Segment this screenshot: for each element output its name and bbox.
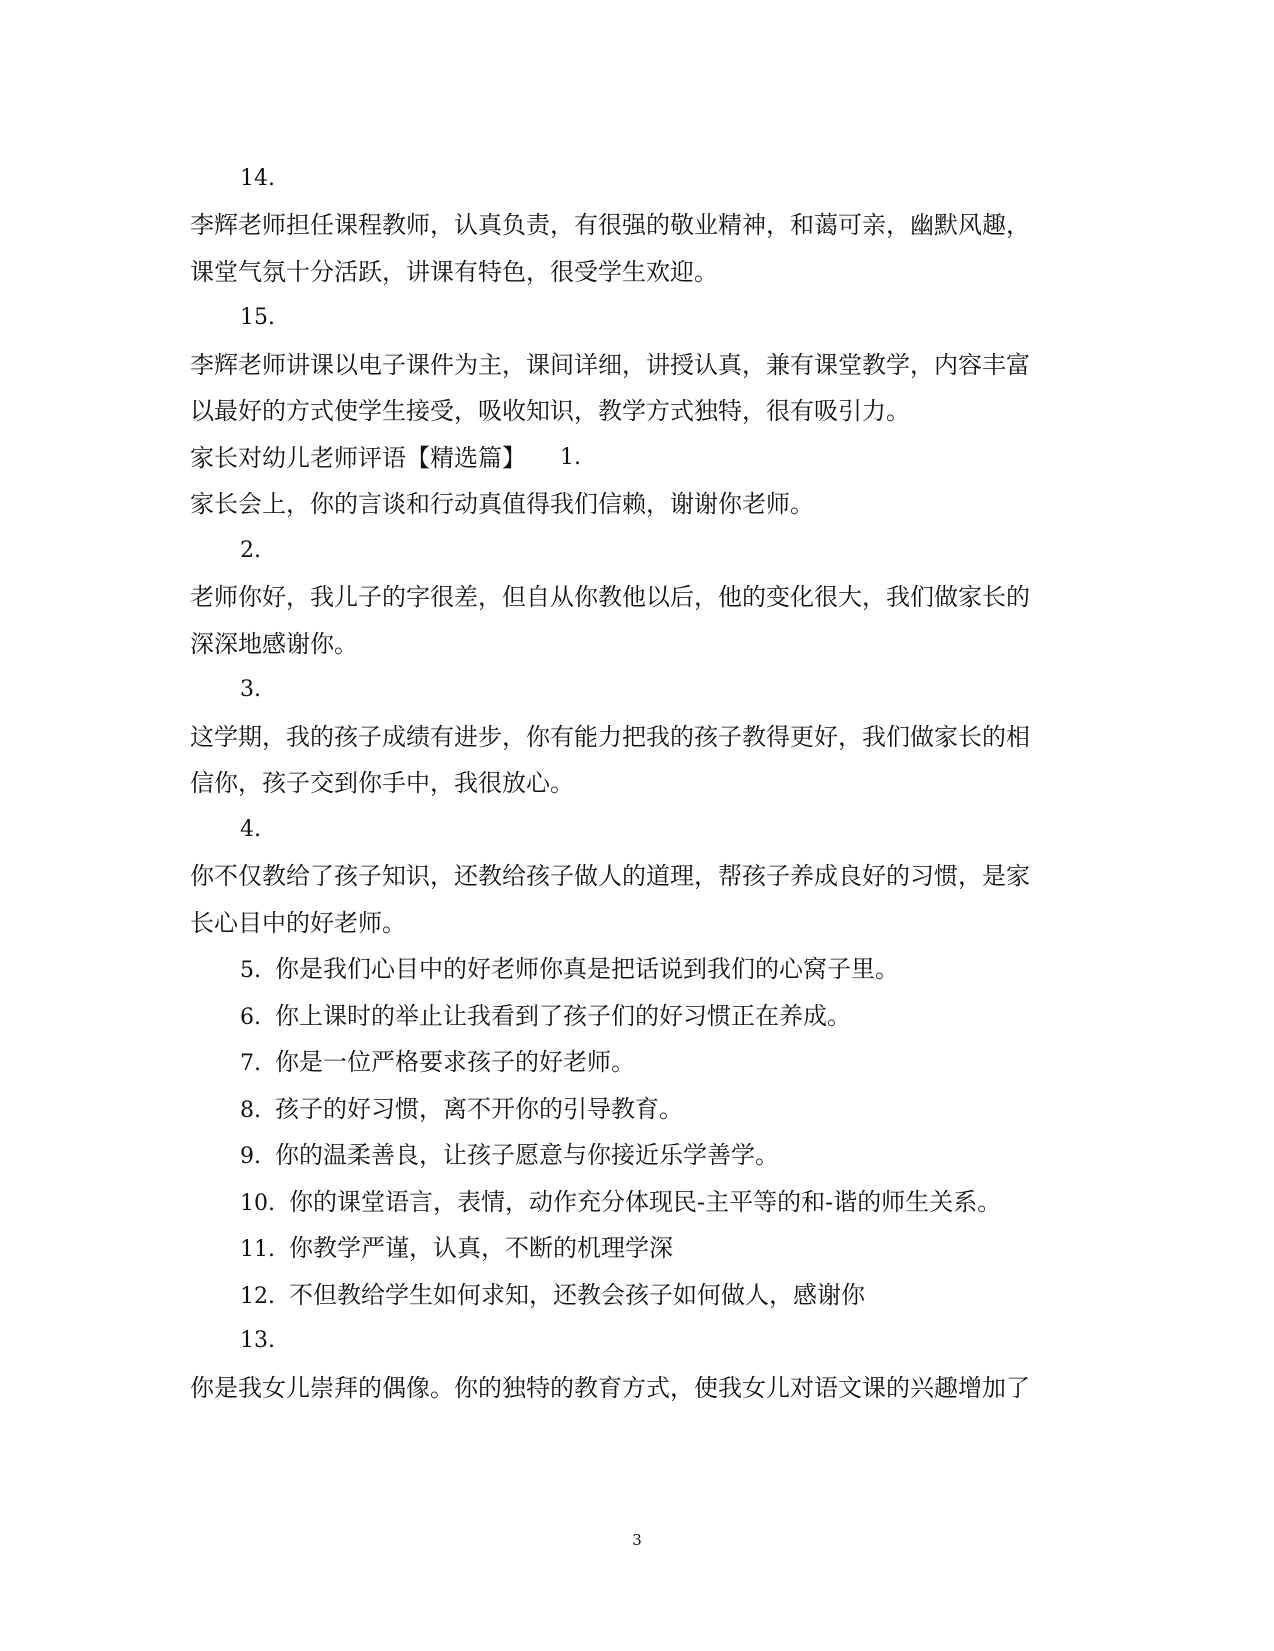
item-number: 4. [240,817,261,842]
paragraph-line: 深深地感谢你。 [190,630,358,658]
item-number: 15. [240,305,275,330]
list-item-text: 不但教给学生如何求知，还教会孩子如何做人，感谢你 [289,1281,865,1309]
list-item-text: 你教学严谨，认真，不断的机理学深 [289,1234,673,1262]
list-item-number: 6. [240,1005,261,1030]
item-number: 1. [560,445,581,470]
paragraph-line: 这学期，我的孩子成绩有进步，你有能力把我的孩子教得更好，我们做家长的相 [190,723,1030,751]
list-item-text: 你是我们心目中的好老师你真是把话说到我们的心窝子里。 [275,955,899,983]
list-item [240,1001,851,1033]
paragraph-line: 李辉老师担任课程教师，认真负责，有很强的敬业精神，和蔼可亲，幽默风趣， [190,211,1030,239]
list-item [240,1047,635,1079]
item-number: 3. [240,677,261,702]
section-heading: 家长对幼儿老师评语【精选篇】 [190,444,526,472]
paragraph-line: 长心目中的好老师。 [190,909,406,937]
paragraph-line: 课堂气氛十分活跃，讲课有特色，很受学生欢迎。 [190,258,718,286]
list-item-text: 你是一位严格要求孩子的好老师。 [275,1048,635,1076]
list-item-number: 12. [240,1284,275,1309]
list-item-number: 9. [240,1144,261,1169]
list-item-number: 8. [240,1098,261,1123]
list-item [240,1094,683,1126]
page-number: 3 [632,1531,642,1549]
paragraph-line: 你不仅教给了孩子知识，还教给孩子做人的道理，帮孩子养成良好的习惯，是家 [190,862,1030,890]
list-item-text: 你的课堂语言，表情，动作充分体现民-主平等的和-谐的师生关系。 [289,1188,1002,1216]
item-number: 13. [240,1328,275,1353]
paragraph-line: 信你，孩子交到你手中，我很放心。 [190,769,574,797]
list-item [240,1280,865,1312]
list-item [240,1233,673,1265]
list-item-text: 你的温柔善良，让孩子愿意与你接近乐学善学。 [275,1141,779,1169]
paragraph-line: 以最好的方式使学生接受，吸收知识，教学方式独特，很有吸引力。 [190,397,910,425]
list-item-text: 孩子的好习惯，离不开你的引导教育。 [275,1095,683,1123]
list-item [240,954,899,986]
paragraph-line: 你是我女儿崇拜的偶像。你的独特的教育方式，使我女儿对语文课的兴趣增加了 [190,1374,1030,1402]
list-item [240,1140,779,1172]
list-item-number: 7. [240,1051,261,1076]
item-number: 2. [240,538,261,563]
paragraph-line: 老师你好，我儿子的字很差，但自从你教他以后，他的变化很大，我们做家长的 [190,583,1030,611]
list-item-number: 11. [240,1237,275,1262]
paragraph-line: 家长会上，你的言谈和行动真值得我们信赖，谢谢你老师。 [190,490,814,518]
item-number: 14. [240,166,275,191]
list-item [240,1187,1001,1219]
list-item-text: 你上课时的举止让我看到了孩子们的好习惯正在养成。 [275,1002,851,1030]
paragraph-line: 李辉老师讲课以电子课件为主，课间详细，讲授认真，兼有课堂教学，内容丰富 [190,351,1030,379]
list-item-number: 5. [240,958,261,983]
list-item-number: 10. [240,1191,275,1216]
